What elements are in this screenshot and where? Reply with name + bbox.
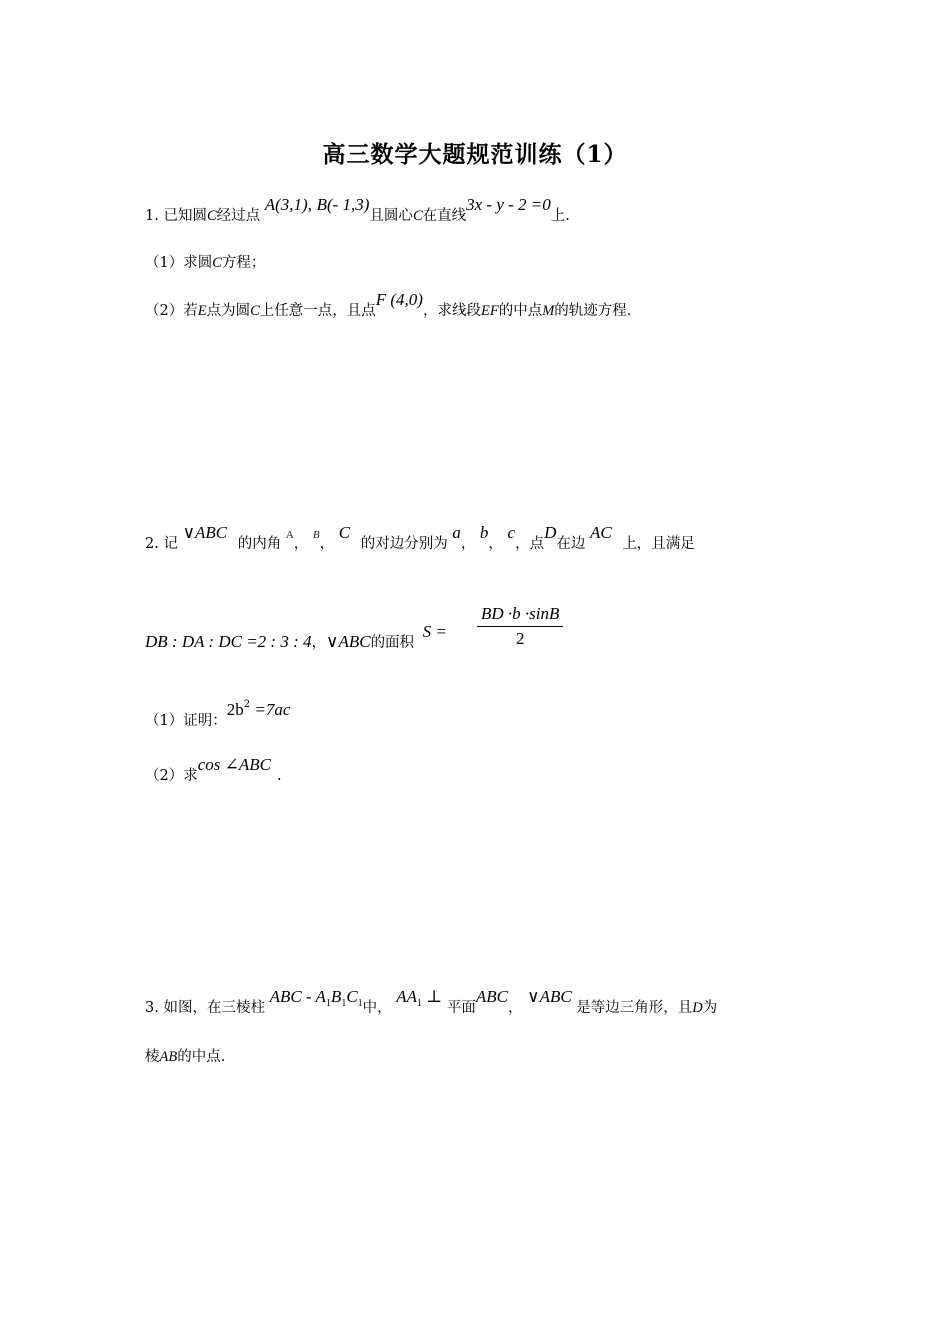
q1-part2: （2）若E点为圆C上任意一点，且点F (4,0)，求线段EF的中点M的轨迹方程.: [145, 290, 632, 319]
ratio-equation: DB : DA : DC =2 : 3 : 4: [145, 632, 312, 651]
page-title: 高三数学大题规范训练（1）: [322, 141, 628, 168]
fraction-numerator: BD ·b ·sinB: [477, 604, 563, 627]
q1-stem: 1. 已知圆C经过点 A(3,1), B(- 1,3)且圆心C在直线3x - y - 2 =0上.: [145, 195, 570, 224]
fraction-denominator: 2: [515, 629, 525, 648]
equation-2b2-7ac: $2b^2 =7ac$: [226, 699, 291, 719]
area-fraction: [477, 604, 563, 649]
q2-part1: （1）证明：$2b^2 =7ac$: [145, 699, 291, 729]
line-equation: 3x - y - 2 =0: [466, 195, 551, 214]
triangle-abc-2: ∨ABC: [326, 632, 371, 651]
q2-condition: DB : DA : DC =2 : 3 : 4，∨ABC的面积 S =: [145, 622, 447, 651]
q3-line2: 棱AB的中点.: [145, 1049, 226, 1065]
cos-angle-abc: cos ∠ABC: [197, 755, 271, 774]
edge-aa1: $AA_1$ ⊥: [396, 987, 443, 1009]
q2-stem: 2. 记 ∨ABC 的内角 $^A$， $^B$， C 的对边分别为 a， b， c，点D在边 AC 上，且满足: [145, 523, 695, 552]
area-s: S =: [422, 622, 447, 641]
triangle-abc-3: ∨ABC: [527, 987, 572, 1006]
triangle-abc: ∨ABC: [182, 523, 228, 542]
point-f: F (4,0): [375, 290, 423, 309]
q2-part2: （2）求cos ∠ABC.: [145, 755, 282, 784]
q1-part1: （1）求圆C方程；: [145, 255, 266, 271]
prism-name: ABC - $A_1B_1C_1$: [269, 987, 363, 1009]
point-a: A(3,1),: [264, 195, 312, 214]
q3-stem: 3. 如图，在三棱柱 ABC - $A_1B_1C_1$中， $AA_1$ ⊥ 平面ABC， ∨ABC 是等边三角形，且D为: [145, 987, 718, 1016]
point-b: B(- 1,3): [316, 195, 370, 214]
